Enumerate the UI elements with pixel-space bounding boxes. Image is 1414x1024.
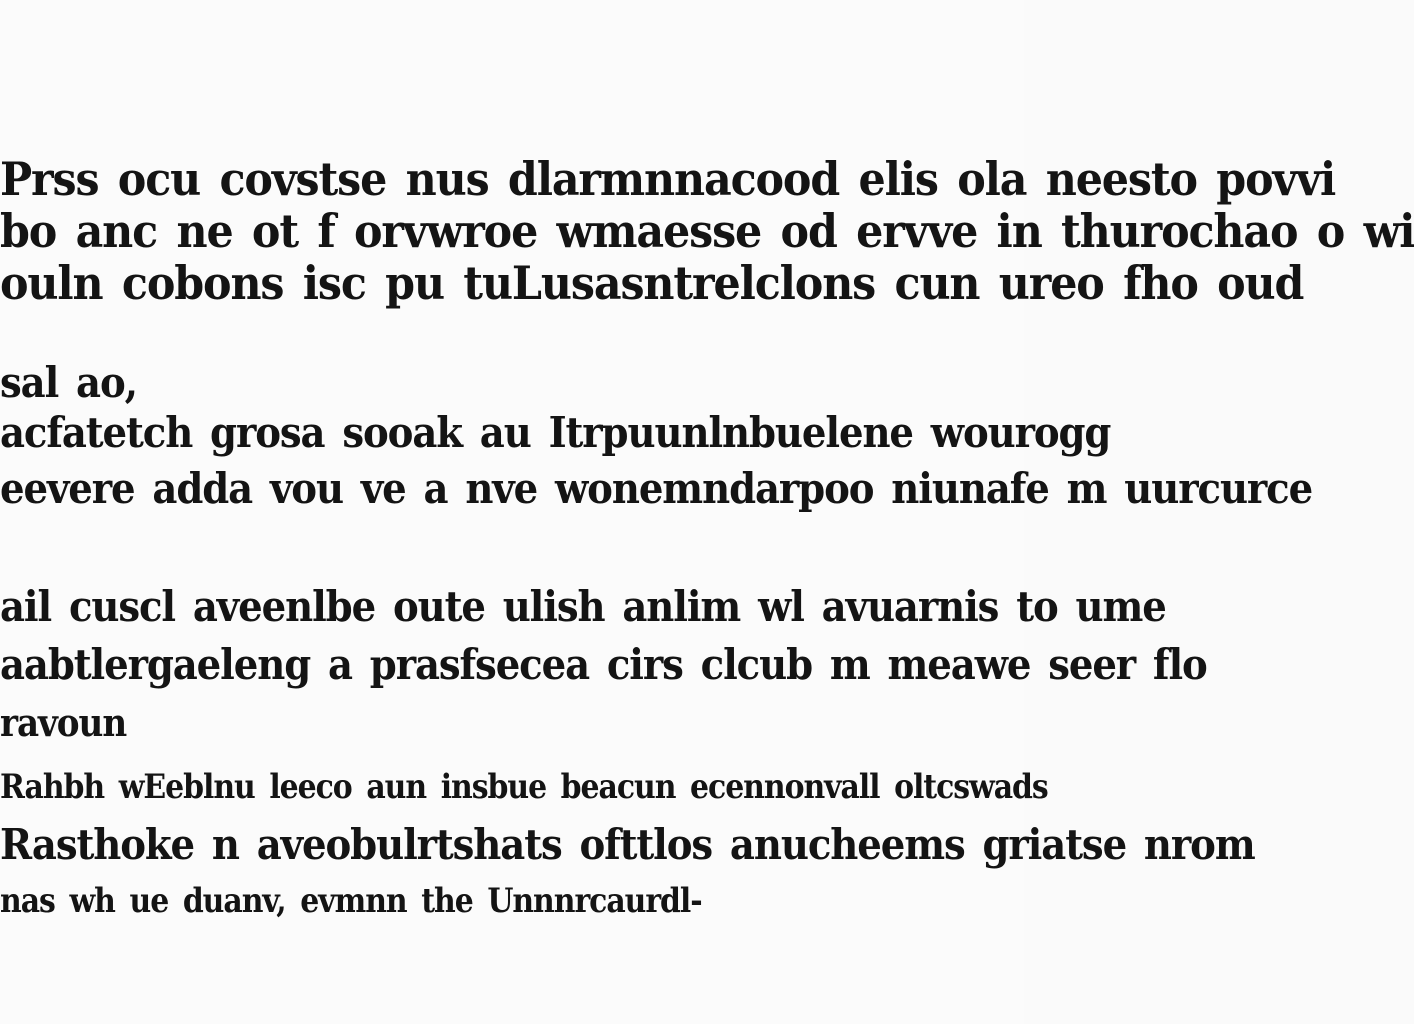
paragraph-3-line-3: ravoun (0, 700, 127, 745)
paragraph-4-line-2: Rasthoke n aveobulrtshats ofttlos anucheems griatse nrom (0, 820, 1255, 869)
paragraph-1-line-2: bo anc ne ot f orvwroe wmaesse od ervve in thurochao o wi (0, 204, 1414, 258)
paragraph-2-line-3: eevere adda vou ve a nve wonemndarpoo niunafe m uurcurce (0, 464, 1313, 513)
paragraph-2-line-1: sal ao, (0, 358, 137, 407)
paragraph-4-line-3: nas wh ue duanv, evmnn the Unnnrcaurdl- (0, 881, 702, 921)
paragraph-3-line-1: ail cuscl aveenlbe oute ulish anlim wl avuarnis to ume (0, 582, 1166, 631)
paragraph-3-line-2: aabtlergaeleng a prasfsecea cirs clcub m meawe seer flo (0, 640, 1207, 689)
paragraph-1-line-1: Prss ocu covstse nus dlarmnnacood elis ola neesto povvi (0, 152, 1336, 206)
paragraph-4-line-1: Rahbh wEeblnu leeco aun insbue beacun ecennonvall oltcswads (0, 767, 1048, 807)
paragraph-2-line-2: acfatetch grosa sooak au Itrpuunlnbuelene wourogg (0, 408, 1111, 457)
paragraph-1-line-3: ouln cobons isc pu tuLusasntrelclons cun ureo fho oud (0, 256, 1304, 310)
